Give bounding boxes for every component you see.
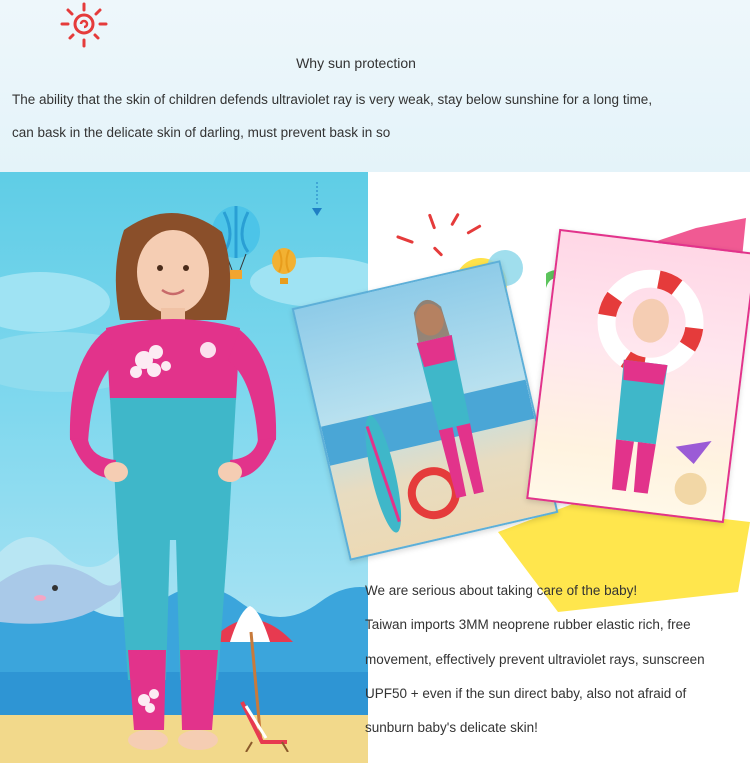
section-heading: Why sun protection [296,55,416,71]
red-dash-decoration [450,213,460,227]
arrow-marker-icon [310,182,324,222]
red-dash-decoration [428,213,436,229]
red-dash-decoration [466,224,481,235]
top-banner [0,0,750,172]
intro-text-line-2: can bask in the delicate skin of darling, must prevent bask in so [12,125,391,140]
photo-card-beach-pink [526,229,750,523]
feature-text-line-1: We are serious about taking care of the baby! [365,583,638,598]
sun-icon [58,2,110,50]
feature-text-line-5: sunburn baby's delicate skin! [365,720,538,735]
feature-text-line-2: Taiwan imports 3MM neoprene rubber elastic rich, free [365,617,691,632]
photo-girl-lifebuoy [528,231,750,521]
intro-text-line-1: The ability that the skin of children defends ultraviolet ray is very weak, stay below sunshine for a long time, [12,92,653,107]
feature-text-line-4: UPF50 + even if the sun direct baby, also not afraid of [365,686,687,701]
feature-text-line-3: movement, effectively prevent ultraviolet rays, sunscreen [365,652,705,667]
red-dash-decoration [433,246,444,257]
red-dash-decoration [396,235,414,244]
left-product-scene [0,172,368,763]
girl-in-wetsuit-figure [58,210,288,763]
